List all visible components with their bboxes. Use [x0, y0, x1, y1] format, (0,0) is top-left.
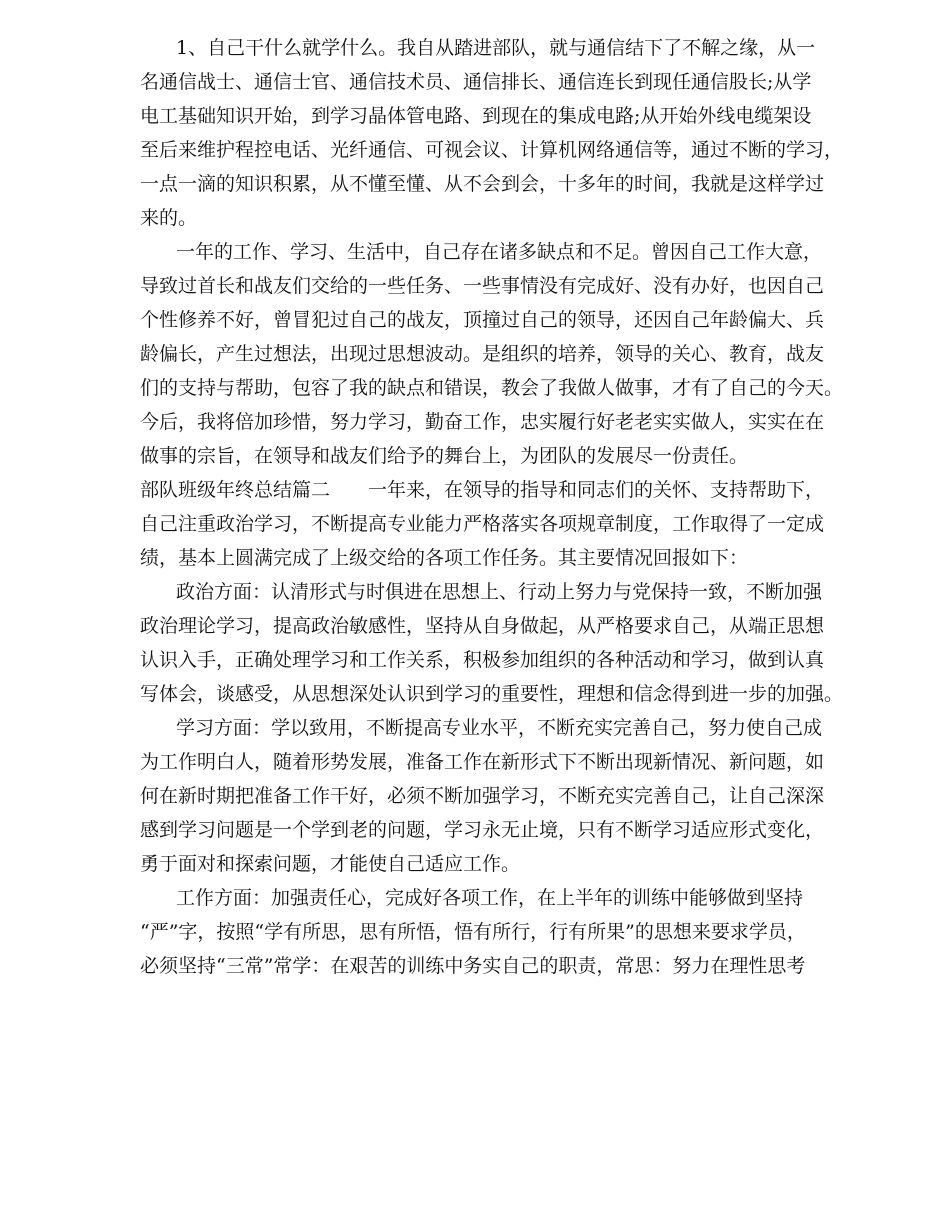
- text-line: 来的。: [140, 207, 198, 229]
- text-line: 政治理论学习，提高政治敏感性，坚持从自身做起，从严格要求自己，从端正思想: [140, 615, 825, 637]
- text-line: 导致过首长和战友们交给的一些任务、一些事情没有完成好、没有办好，也因自己: [140, 275, 825, 297]
- text-line: 名通信战士、通信士官、通信技术员、通信排长、通信连长到现任通信股长;从学: [140, 71, 812, 93]
- text-line: 至后来维护程控电话、光纤通信、可视会议、计算机网络通信等，通过不断的学习，: [140, 139, 844, 161]
- text-line: 写体会，谈感受，从思想深处认识到学习的重要性，理想和信念得到进一步的加强。: [140, 683, 844, 705]
- text-line: 感到学习问题是一个学到老的问题，学习永无止境，只有不断学习适应形式变化，: [140, 819, 825, 841]
- text-line: “严”字，按照“学有所思，思有所悟，悟有所行，行有所果”的思想来要求学员，: [140, 921, 806, 943]
- text-line: 今后，我将倍加珍惜，努力学习，勤奋工作，忠实履行好老老实实做人，实实在在: [140, 411, 825, 433]
- text-line: 一年的工作、学习、生活中，自己存在诸多缺点和不足。曾因自己工作大意，: [176, 241, 823, 263]
- text-line: 龄偏长，产生过想法，出现过思想波动。是组织的培养，领导的关心、教育，战友: [140, 343, 825, 365]
- text-line: 勇于面对和探索问题，才能使自己适应工作。: [140, 853, 521, 875]
- text-line: 们的支持与帮助，包容了我的缺点和错误，教会了我做人做事，才有了自己的今天。: [140, 377, 844, 399]
- text-line: 绩，基本上圆满完成了上级交给的各项工作任务。其主要情况回报如下：: [140, 547, 749, 569]
- text-line: 1、自己干什么就学什么。我自从踏进部队，就与通信结下了不解之缘，从一: [176, 37, 816, 59]
- text-line: 必须坚持“三常”常学：在艰苦的训练中务实自己的职责，常思：努力在理性思考: [140, 955, 806, 977]
- text-line: 政治方面：认清形式与时俱进在思想上、行动上努力与党保持一致，不断加强: [176, 581, 823, 603]
- text-line: 电工基础知识开始，到学习晶体管电路、到现在的集成电路;从开始外线电缆架设: [140, 105, 812, 127]
- text-line: 一点一滴的知识积累，从不懂至懂、从不会到会，十多年的时间，我就是这样学过: [140, 173, 825, 195]
- text-line: 做事的宗旨，在领导和战友们给予的舞台上，为团队的发展尽一份责任。: [140, 445, 749, 467]
- text-line: 工作方面：加强责任心，完成好各项工作，在上半年的训练中能够做到坚持: [176, 887, 804, 909]
- text-line: 认识入手，正确处理学习和工作关系，积极参加组织的各种活动和学习，做到认真: [140, 649, 825, 671]
- text-line: 个性修养不好，曾冒犯过自己的战友，顶撞过自己的领导，还因自己年龄偏大、兵: [140, 309, 825, 331]
- text-line: 自己注重政治学习，不断提高专业能力严格落实各项规章制度，工作取得了一定成: [140, 513, 825, 535]
- section-heading-line: 部队班级年终总结篇二 一年来，在领导的指导和同志们的关怀、支持帮助下，: [140, 479, 825, 501]
- text-line: 为工作明白人，随着形势发展，准备工作在新形式下不断出现新情况、新问题，如: [140, 751, 825, 773]
- text-line: 学习方面：学以致用，不断提高专业水平，不断充实完善自己，努力使自己成: [176, 717, 823, 739]
- text-line: 何在新时期把准备工作干好，必须不断加强学习，不断充实完善自己，让自己深深: [140, 785, 825, 807]
